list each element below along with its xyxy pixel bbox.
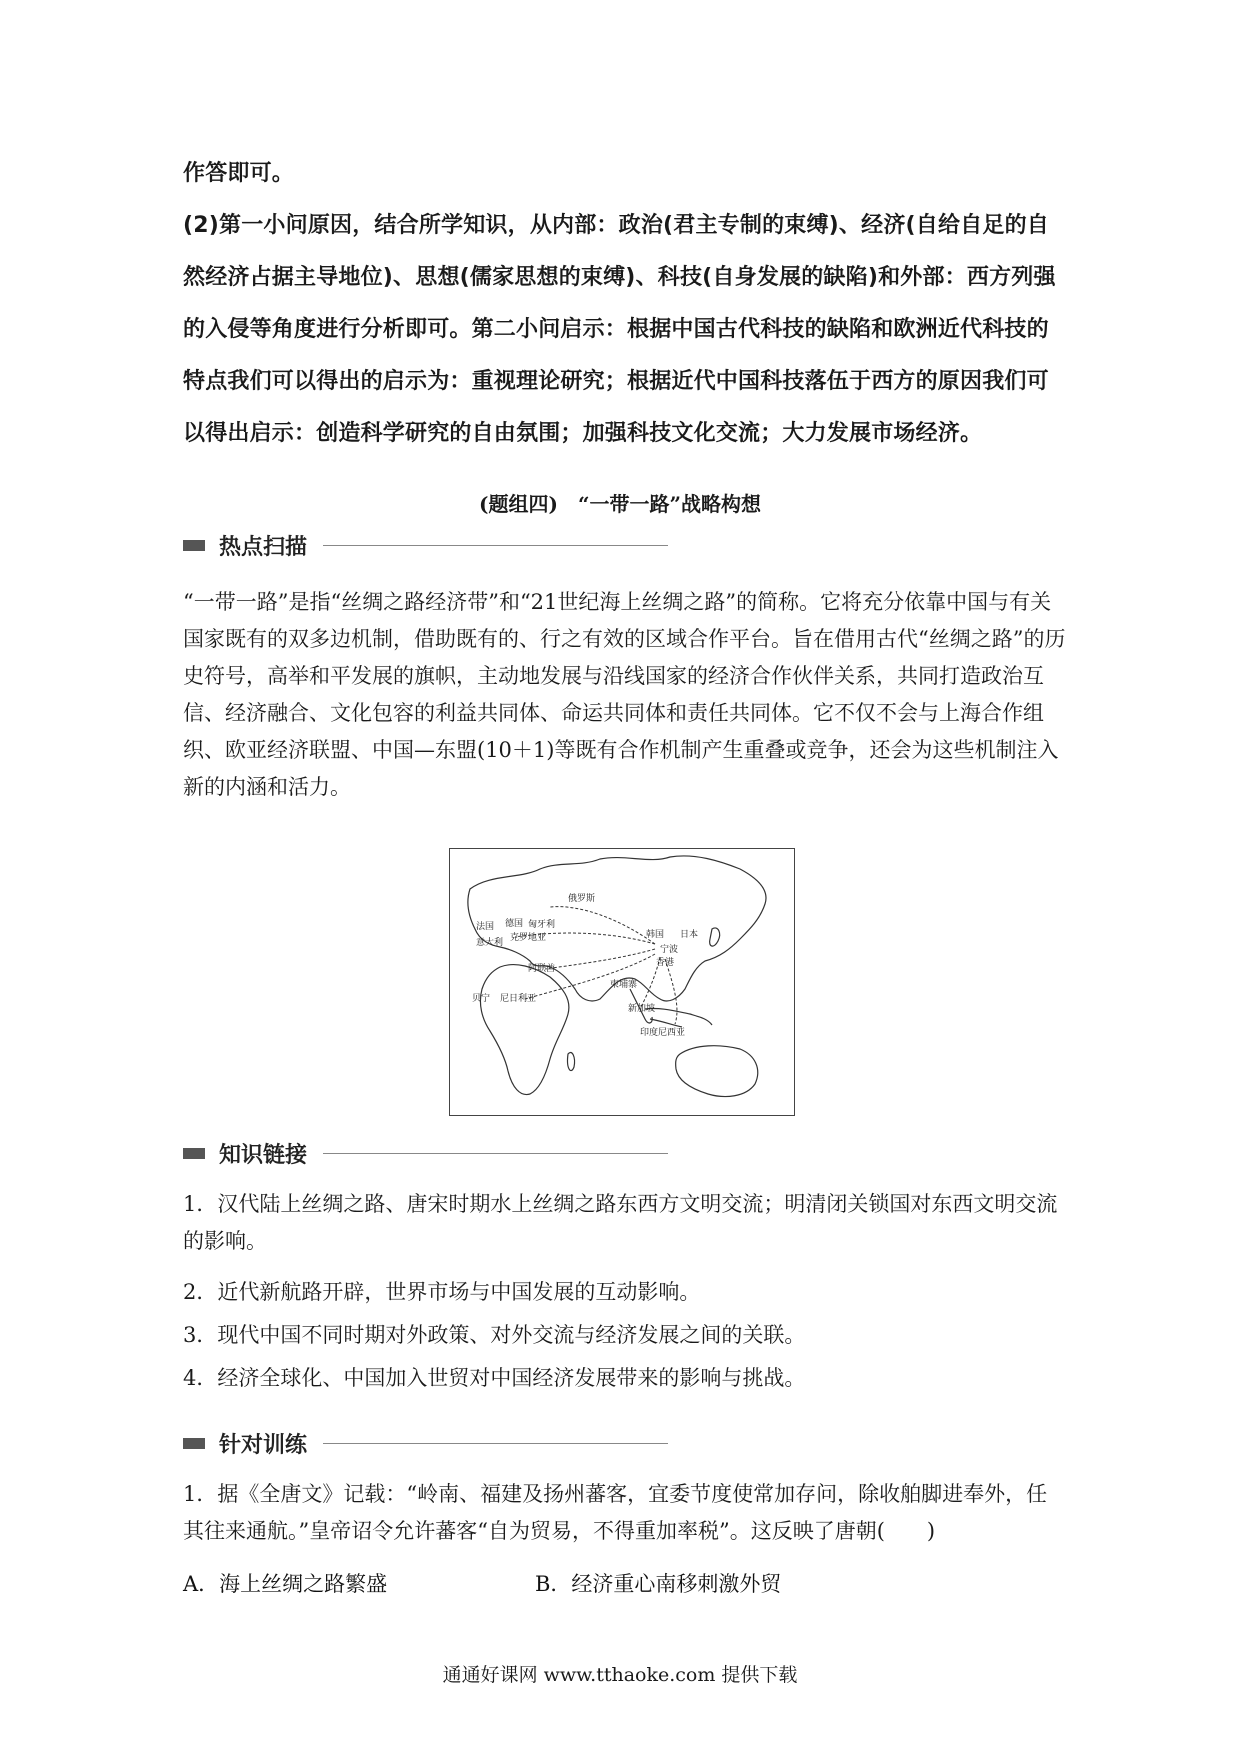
section-title: 热点扫描 <box>219 534 308 560</box>
knowledge-item: 4．经济全球化、中国加入世贸对中国经济发展带来的影响与挑战。 <box>183 1366 806 1390</box>
belt-road-map <box>449 848 795 1116</box>
section-marker-icon <box>183 1148 205 1159</box>
map-label: 印度尼西亚 <box>640 1028 686 1038</box>
map-label: 香港 <box>656 958 675 968</box>
map-label: 新加坡 <box>628 1004 656 1014</box>
map-label: 韩国 <box>646 930 665 940</box>
indonesia-outline <box>645 1008 712 1027</box>
map-label: 意大利 <box>476 938 504 948</box>
route-line <box>545 949 655 969</box>
map-label: 克罗地亚 <box>510 933 547 943</box>
section-divider <box>323 1153 668 1154</box>
map-label: 贝宁 <box>472 994 491 1004</box>
route-line <box>525 954 655 999</box>
question-1-options <box>183 1566 1063 1603</box>
australia-outline <box>676 1046 758 1097</box>
map-label: 宁波 <box>660 945 679 955</box>
landmass-outlines <box>468 856 766 1097</box>
map-label: 俄罗斯 <box>568 894 596 904</box>
question-1-stem: 1．据《全唐文》记载：“岭南、福建及扬州蕃客，宜委节度使常加存问，除收舶脚进奉外，任其往来通航。”皇帝诏令允许蕃客“自为贸易，不得重加率税”。这反映了唐朝( ) <box>183 1482 1048 1543</box>
map-label: 柬埔寨 <box>610 980 638 990</box>
section-marker-icon <box>183 1438 205 1449</box>
option-b: B．经济重心南移刺激外贸 <box>535 1572 782 1596</box>
route-line <box>550 907 655 944</box>
map-label: 法国 <box>476 922 495 932</box>
map-label: 匈牙利 <box>528 920 556 930</box>
section-divider <box>323 545 668 546</box>
answer-continuation-line: 作答即可。 <box>183 161 295 186</box>
section-divider <box>323 1443 668 1444</box>
map-label: 日本 <box>680 930 699 940</box>
section-title: 知识链接 <box>219 1142 308 1168</box>
knowledge-item: 1．汉代陆上丝绸之路、唐宋时期水上丝绸之路东西方文明交流；明清闭关锁国对东西文明交流的影响。 <box>183 1192 1058 1253</box>
world-map-svg <box>450 849 794 1115</box>
knowledge-item: 2．近代新航路开辟，世界市场与中国发展的互动影响。 <box>183 1280 701 1304</box>
section-header-hotspot <box>183 530 668 560</box>
section-title: 针对训练 <box>219 1432 308 1458</box>
map-label: 尼日利亚 <box>500 994 537 1004</box>
hotspot-paragraph: “一带一路”是指“丝绸之路经济带”和“21世纪海上丝绸之路”的简称。它将充分依靠中国与有关国家既有的双多边机制，借助既有的、行之有效的区域合作平台。旨在借用古代“丝绸之路”的历史符号，高举和平发展的旗帜，主动地发展与沿线国家的经济合作伙伴关系，共同打造政治互信、经济融合、文化包容的利益共同体、命运共同体和责任共同体。它不仅不会与上海合作组织、欧亚经济联盟、中国—东盟(10＋1)等既有合作机制产生重叠或竞争，还会为这些机制注入新的内涵和活力。 <box>183 590 1066 799</box>
route-line <box>665 959 677 1024</box>
knowledge-item: 3．现代中国不同时期对外政策、对外交流与经济发展之间的关联。 <box>183 1323 806 1347</box>
section-marker-icon <box>183 540 205 551</box>
page-footer: 通通好课网 www.tthaoke.com 提供下载 <box>442 1664 798 1686</box>
section-header-knowledge <box>183 1138 668 1168</box>
section-header-training <box>183 1428 668 1458</box>
answer-explanation-paragraph: (2)第一小问原因，结合所学知识，从内部：政治(君主专制的束缚)、经济(自给自足的自然经济占据主导地位)、思想(儒家思想的束缚)、科技(自身发展的缺陷)和外部：西方列强的入侵等角度进行分析即可。第二小问启示：根据中国古代科技的缺陷和欧洲近代科技的特点我们可以得出的启示为：重视理论研究；根据近代中国科技落伍于西方的原因我们可以得出启示：创造科学研究的自由氛围；加强科技文化交流；大力发展市场经济。 <box>183 213 1056 446</box>
japan-outline <box>710 928 720 946</box>
option-a: A．海上丝绸之路繁盛 <box>183 1572 388 1596</box>
madagascar-outline <box>568 1052 575 1070</box>
group-title: (题组四) “一带一路”战略构想 <box>479 492 761 516</box>
map-label: 德国 <box>505 919 524 929</box>
map-label: 阿联酋 <box>528 964 556 974</box>
africa-outline <box>480 965 568 1095</box>
